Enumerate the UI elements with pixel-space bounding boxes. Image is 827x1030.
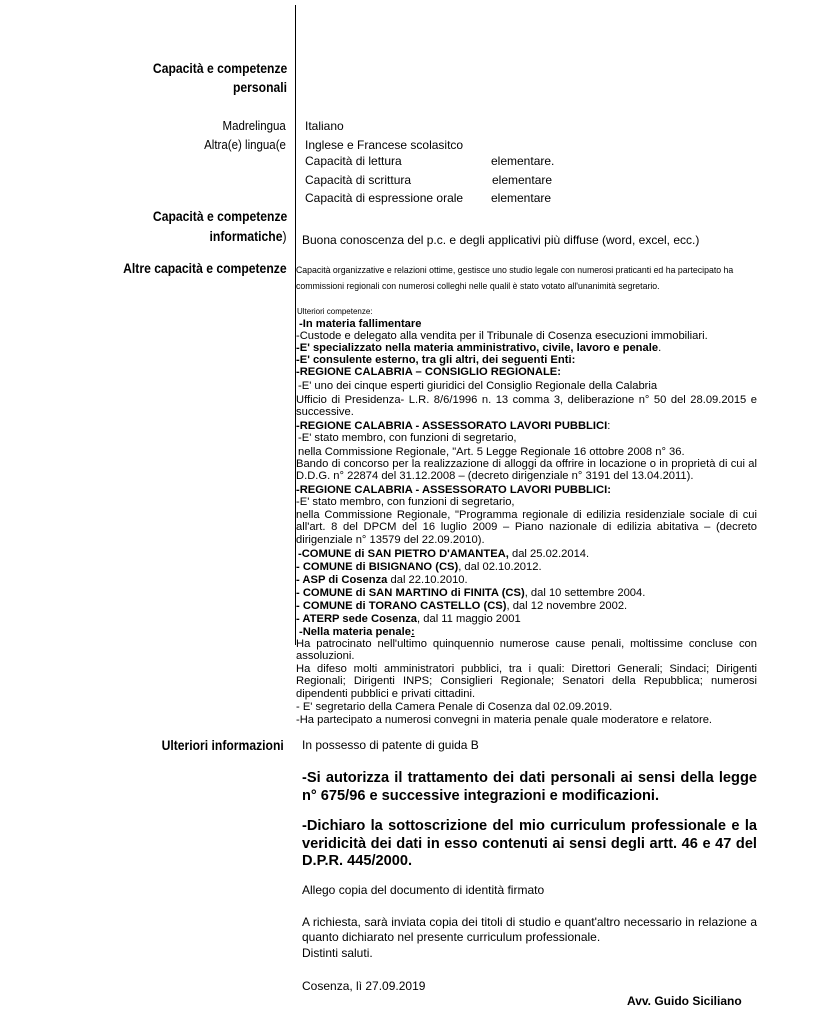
speaking-label: Capacità di espressione orale — [305, 191, 464, 205]
ente-item-2 — [296, 561, 542, 573]
heading-informatic-line2 — [210, 229, 287, 244]
label-mother-tongue: Madrelingua — [222, 119, 286, 133]
privacy-authorization: -Si autorizza il trattamento dei dati personali ai sensi della legge n° 675/96 e successive integrazioni e modificazioni. — [302, 770, 757, 804]
regione-lavori-title-1-colon: : — [607, 420, 611, 432]
penal-title-text: -Nella materia penale — [299, 626, 411, 638]
reading-level: elementare. — [491, 154, 555, 168]
specialization-line — [296, 342, 661, 354]
ente-date-4: , dal 10 settembre 2004. — [524, 587, 646, 599]
ente-date-5: , dal 12 novembre 2002. — [506, 600, 628, 612]
writing-level: elementare — [492, 173, 553, 187]
heading-informatic-line1: Capacità e competenze — [152, 209, 287, 224]
regione-lavori-1-line1: -E' stato membro, con funzioni di segretario, — [298, 432, 517, 444]
signature-name: Avv. Guido Siciliano — [627, 994, 742, 1008]
regione-consiglio-text: Ufficio di Presidenza- L.R. 8/6/1996 n. 13 comma 3, deliberazione n° 50 del 28.09.2015 e successive. — [296, 394, 757, 419]
declaration: -Dichiaro la sottoscrizione del mio curriculum professionale e la veridicità dei dati in esso contenuti ai sensi degli artt. 46 e 47 del D.P.R. 445/2000. — [302, 818, 757, 869]
ente-date-6: , dal 11 maggio 2001 — [417, 613, 521, 625]
heading-informatic-paren: ) — [282, 229, 287, 244]
ente-name-2: - COMUNE di BISIGNANO (CS) — [296, 561, 459, 573]
heading-informatic-text: informatiche — [210, 229, 283, 244]
ente-item-6 — [296, 613, 521, 625]
bankruptcy-line: -Custode e delegato alla vendita per il Tribunale di Cosenza esecuzioni immobiliari. — [296, 330, 708, 342]
writing-label: Capacità di scrittura — [305, 173, 412, 187]
penal-title-colon: : — [410, 626, 415, 638]
column-divider — [295, 5, 296, 645]
external-consultant-line: -E' consulente esterno, tra gli altri, dei seguenti Enti: — [296, 354, 576, 366]
specialization-text: -E' specializzato nella materia amministrativo, civile, lavoro e penale — [296, 342, 659, 354]
penal-chamber-line: - E' segretario della Camera Penale di Cosenza dal 02.09.2019. — [296, 701, 613, 713]
informatic-value: Buona conoscenza del p.c. e degli applicativi più diffuse (word, excel, ecc.) — [302, 233, 700, 247]
ente-item-5 — [296, 600, 627, 612]
regione-lavori-1-text: Bando di concorso per la realizzazione di alloggi da offrire in locazione o in proprietà di cui al D.D.G. n° 22874 del 31.12.2008 – (decreto dirigenziale n° 3191 del 13.04.2011). — [296, 458, 757, 483]
ente-date-2: , dal 02.10.2012. — [458, 561, 542, 573]
regione-consiglio-title: -REGIONE CALABRIA – CONSIGLIO REGIONALE: — [296, 366, 561, 378]
specialization-dot: . — [658, 342, 662, 354]
other-languages-value: Inglese e Francese scolasitco — [305, 138, 464, 152]
skills-intro-line1: Capacità organizzative e relazioni ottime, gestisce uno studio legale con numerosi praticanti ed ha partecipato ha — [296, 265, 734, 276]
driving-license: In possesso di patente di guida B — [302, 738, 479, 752]
skills-intro-line2: commissioni regionali con numerosi colleghi nelle qualil è stato votato all'unanimità segretario. — [296, 281, 660, 292]
regione-lavori-1-line2: nella Commissione Regionale, "Art. 5 Legge Regionale 16 ottobre 2008 n° 36. — [298, 446, 685, 458]
heading-other-skills: Altre capacità e competenze — [123, 261, 287, 276]
ente-name-3: - ASP di Cosenza — [296, 574, 388, 586]
bankruptcy-title: -In materia fallimentare — [299, 318, 422, 330]
ente-date-3: dal 22.10.2010. — [387, 574, 468, 586]
ente-item-1 — [298, 548, 589, 560]
ente-date-1: dal 25.02.2014. — [508, 548, 590, 560]
heading-personal-skills-line2: personali — [232, 80, 287, 95]
ente-item-3 — [296, 574, 468, 586]
speaking-level: elementare — [491, 191, 552, 205]
penal-text: Ha patrocinato nell'ultimo quinquennio numerose cause penali, moltissime concluse con assoluzioni. — [296, 638, 757, 663]
attachment-note: Allego copia del documento di identità firmato — [302, 883, 545, 897]
penal-title — [299, 626, 415, 638]
regione-lavori-2-text: nella Commissione Regionale, "Programma regionale di edilizia residenziale sociale di cui all'art. 8 del DPCM del 16 luglio 2009 – Piano nazionale di edilizia abitativa – (decreto dirigenziale n° 13579 del 22.09.2010). — [296, 509, 757, 546]
heading-further-info: Ulteriori informazioni — [161, 738, 284, 753]
ente-name-6: - ATERP sede Cosenza — [296, 613, 418, 625]
reading-label: Capacità di lettura — [305, 154, 402, 168]
heading-personal-skills-line1: Capacità e competenze — [152, 61, 287, 76]
regards: Distinti saluti. — [302, 946, 373, 960]
further-skills-title: Ulteriori competenze: — [297, 306, 373, 316]
ente-item-4 — [296, 587, 645, 599]
ente-name-5: - COMUNE di TORANO CASTELLO (CS) — [296, 600, 507, 612]
defended-text: Ha difeso molti amministratori pubblici, tra i quali: Direttori Generali; Sindaci; Dirigenti Regionali; Dirigenti INPS; Consiglieri Regionale; Senatori della Repubblica; numerosi dipendenti pubblici e privati cittadini. — [296, 663, 757, 700]
request-note: A richiesta, sarà inviata copia dei titoli di studio e quant'altro necessario in relazione a quanto dichiarato nel presente curriculum professionale. — [302, 915, 757, 944]
ente-name-1: -COMUNE di SAN PIETRO D'AMANTEA, — [298, 548, 509, 560]
regione-lavori-title-1 — [296, 420, 610, 432]
regione-lavori-title-2: -REGIONE CALABRIA - ASSESSORATO LAVORI PUBBLICI: — [296, 484, 611, 496]
label-other-languages: Altra(e) lingua(e — [204, 138, 286, 152]
regione-consiglio-line1: -E' uno dei cinque esperti giuridici del Consiglio Regionale della Calabria — [298, 380, 658, 392]
conferences-line: -Ha partecipato a numerosi convegni in materia penale quale moderatore e relatore. — [296, 714, 713, 726]
place-date: Cosenza, lì 27.09.2019 — [302, 979, 426, 993]
mother-tongue-value: Italiano — [305, 119, 344, 133]
ente-name-4: - COMUNE di SAN MARTINO di FINITA (CS) — [296, 587, 525, 599]
regione-lavori-2-line1: -E' stato membro, con funzioni di segretario, — [296, 496, 515, 508]
regione-lavori-title-1-text: -REGIONE CALABRIA - ASSESSORATO LAVORI PUBBLICI — [296, 420, 608, 432]
